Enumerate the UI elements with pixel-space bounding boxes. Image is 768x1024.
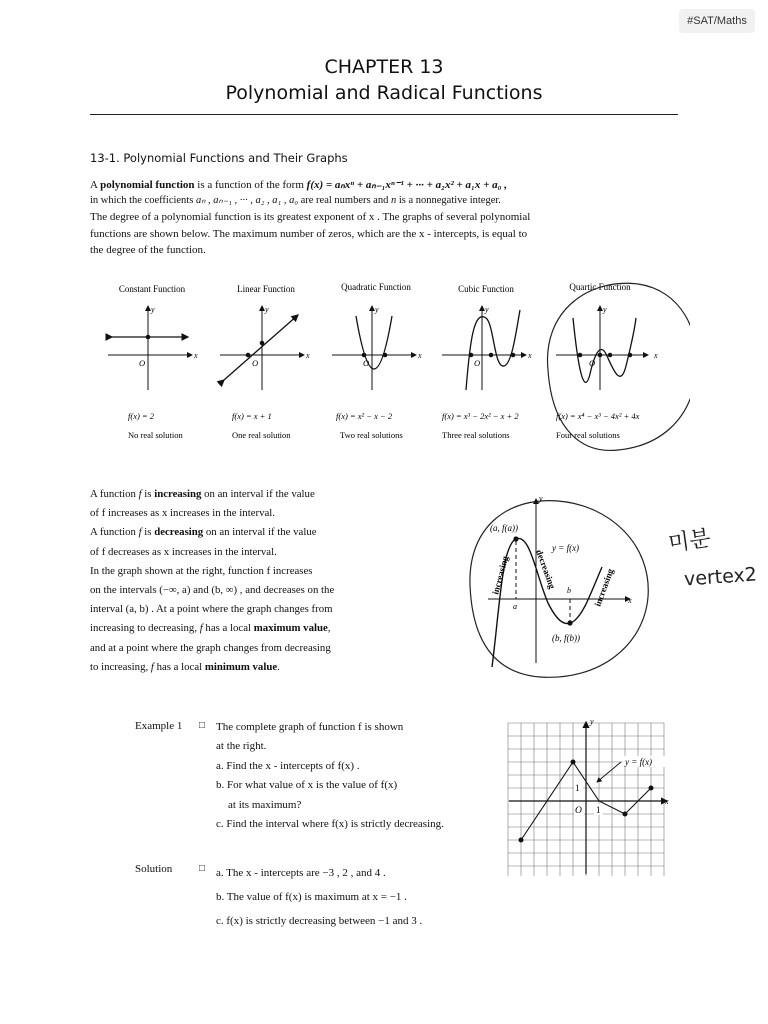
svg-text:x: x [628,596,632,605]
incdec-figure [440,485,660,685]
graph-title-constant: Constant Function [118,284,186,294]
curve-label: y = f(x) [552,543,580,553]
quartic-graph [556,305,658,390]
svg-text:O: O [575,806,582,816]
svg-text:O: O [589,358,596,368]
svg-text:x: x [665,797,669,806]
svg-text:O: O [474,358,481,368]
example-box: □ [199,720,206,731]
graph-title-quadratic: Quadratic Function [341,282,411,292]
graph-title-cubic: Cubic Function [458,284,514,294]
example-text: The complete graph of function f is shown at the right. a. Find the x - intercepts of f(x) . b. For what value of x is the value of f(x) at its maximum? c. Find the interval where f(x) is strictly decreasing. [216,721,444,831]
chapter-title: CHAPTER 13 [324,56,444,78]
eq-cubic: f(x) = x³ − 2x² − x + 2 [442,411,519,421]
quadratic-graph [332,305,422,390]
chapter-subtitle: Polynomial and Radical Functions [225,82,543,104]
svg-text:y: y [375,305,379,314]
increasing-label-right: increasing [592,567,616,608]
svg-text:x: x [654,351,658,360]
sol-quartic: Four real solutions [556,430,620,440]
svg-text:b: b [567,586,571,595]
sol-linear: One real solution [232,430,291,440]
graph-title-linear: Linear Function [237,284,295,294]
polynomial-formula: f(x) = aₙxⁿ + aₙ₋₁xⁿ⁻¹ + ··· + a₂x² + a₁x + a₀ , [306,179,507,191]
svg-text:y: y [485,305,489,314]
title-divider [90,114,678,115]
incdec-paragraph: A function f is increasing on an interval if the value of f increases as x increases in the interval. A function f is decreasing on an interval if the value of f decreases as x increases in the interval. In the graph shown at the right, function f increases on the intervals (−∞, a) and (b, ∞) , and decreases on the interval (a, b) . At a point where the graph changes from increasing to decreasing, f has a local maximum value, and at a point where the graph changes from decreasing to increasing, f has a local minimum value. [90,488,335,673]
intro-paragraph: A polynomial function is a function of the form f(x) = aₙxⁿ + aₙ₋₁xⁿ⁻¹ + ··· + a₂x² + a₁x + a₀ , in which the coefficients aₙ , aₙ₋₁ , ··· , a₂ , a₁ , a₀ are real numbers and n is a nonnegative integer. The degree of a polynomial function is its greatest exponent of x . The graphs of several polynomial functions are shown below. The maximum number of zeros, which are the x - intercepts, is equal to the degree of the function. [90,179,531,256]
constant-graph [108,305,198,390]
solution-text: a. The x - intercepts are −3 , 2 , and 4 . b. The value of f(x) is maximum at x = −1 . c. f(x) is strictly decreasing between −1 and 3 . [216,867,423,927]
min-point-label: (b, f(b)) [552,633,580,643]
svg-text:x: x [306,351,310,360]
svg-text:O: O [139,358,146,368]
svg-text:y: y [265,305,269,314]
svg-text:y: y [603,305,607,314]
linear-graph [220,305,310,390]
max-point-label: (a, f(a)) [490,523,518,533]
svg-text:y: y [539,494,543,503]
solution-label: Solution [135,863,173,875]
svg-text:O: O [252,358,259,368]
eq-quadratic: f(x) = x² − x − 2 [336,411,393,421]
eq-linear: f(x) = x + 1 [232,411,272,421]
svg-text:1: 1 [596,805,601,815]
eq-quartic: f(x) = x⁴ − x³ − 4x² + 4x [556,411,640,421]
section-heading: 13-1. Polynomial Functions and Their Graphs [90,151,348,165]
polynomial-graphs-figure [90,270,690,470]
handdrawn-circle-quartic [547,283,690,450]
handwritten-korean-note: 미분 [666,526,713,557]
svg-text:x: x [528,351,532,360]
example-label: Example 1 [135,720,183,732]
sol-cubic: Three real solutions [442,430,510,440]
svg-text:y: y [151,305,155,314]
svg-text:x: x [418,351,422,360]
solution-box: □ [199,863,206,874]
example-grid-graph [505,716,675,876]
svg-text:x: x [194,351,198,360]
svg-text:y: y [590,717,594,726]
cubic-graph [442,305,532,390]
eq-constant: f(x) = 2 [128,411,155,421]
sol-constant: No real solution [128,430,183,440]
hashtag-badge[interactable]: #SAT/Maths [679,9,755,33]
handwritten-vertex-note: vertex2 [683,563,758,591]
graph-title-quartic: Quartic Function [569,282,631,292]
svg-text:1: 1 [575,783,580,793]
increasing-label-left: increasing [490,554,511,596]
svg-text:O: O [363,358,370,368]
sol-quadratic: Two real solutions [340,430,403,440]
grid-curve-label: y = f(x) [625,757,653,767]
decreasing-label: decreasing [534,548,558,591]
svg-text:a: a [513,602,517,611]
